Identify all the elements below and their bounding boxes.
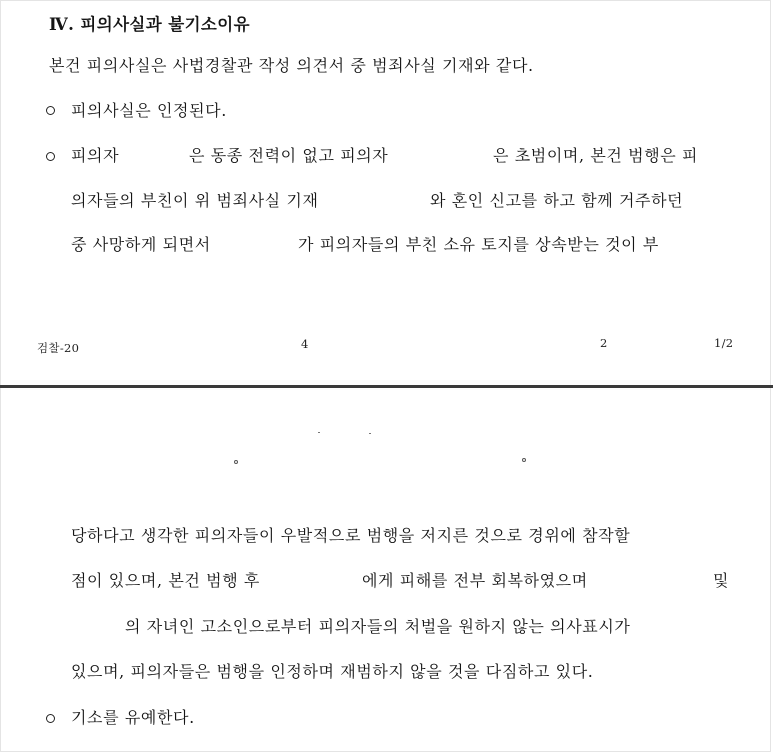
bullet-circle-icon <box>46 714 55 723</box>
section-heading: Ⅳ. 피의사실과 불기소이유 <box>49 15 250 34</box>
reason-line-1-seg-3: 은 초범이며, 본건 범행은 피 <box>493 146 699 165</box>
form-code: 검찰-20 <box>37 341 80 355</box>
reason-line-7: 있으며, 피의자들은 범행을 인정하며 재범하지 않을 것을 다짐하고 있다. <box>71 662 594 681</box>
footer-number: 2 <box>600 336 608 350</box>
reason-line-5-seg-1: 점이 있으며, 본건 범행 후 <box>71 571 260 590</box>
reason-line-2-seg-2: 와 혼인 신고를 하고 함께 거주하던 <box>430 191 684 210</box>
scan-speck <box>318 432 320 433</box>
scan-speck <box>522 458 526 462</box>
reason-line-6: 의 자녀인 고소인으로부터 피의자들의 처벌을 원하지 않는 의사표시가 <box>125 617 631 636</box>
document-page-2 <box>0 389 773 754</box>
reason-line-3-seg-1: 중 사망하게 되면서 <box>71 235 211 254</box>
page-divider <box>0 385 773 388</box>
reason-line-5-seg-3: 및 <box>713 571 730 590</box>
reason-line-5-seg-2: 에게 피해를 전부 회복하였으며 <box>362 571 588 590</box>
bullet-circle-icon <box>46 152 55 161</box>
reason-line-3-seg-2: 가 피의자들의 부친 소유 토지를 상속받는 것이 부 <box>298 235 659 254</box>
reason-line-2-seg-1: 의자들의 부친이 위 범죄사실 기재 <box>71 191 319 210</box>
bullet-circle-icon <box>46 106 55 115</box>
reason-line-1-seg-2: 은 동종 전력이 없고 피의자 <box>189 146 389 165</box>
scan-speck <box>369 433 371 434</box>
reason-line-1-seg-1: 피의자 <box>71 146 120 165</box>
footer-number: 4 <box>301 337 309 351</box>
intro-paragraph: 본건 피의사실은 사법경찰관 작성 의견서 중 범죄사실 기재와 같다. <box>49 56 534 75</box>
page-number: 1/2 <box>714 336 734 350</box>
reason-line-4: 당하다고 생각한 피의자들이 우발적으로 범행을 저지른 것으로 경위에 참작할 <box>71 526 631 545</box>
disposition-text: 기소를 유예한다. <box>71 708 195 727</box>
finding-text: 피의사실은 인정된다. <box>71 101 227 120</box>
scan-speck <box>234 460 238 464</box>
